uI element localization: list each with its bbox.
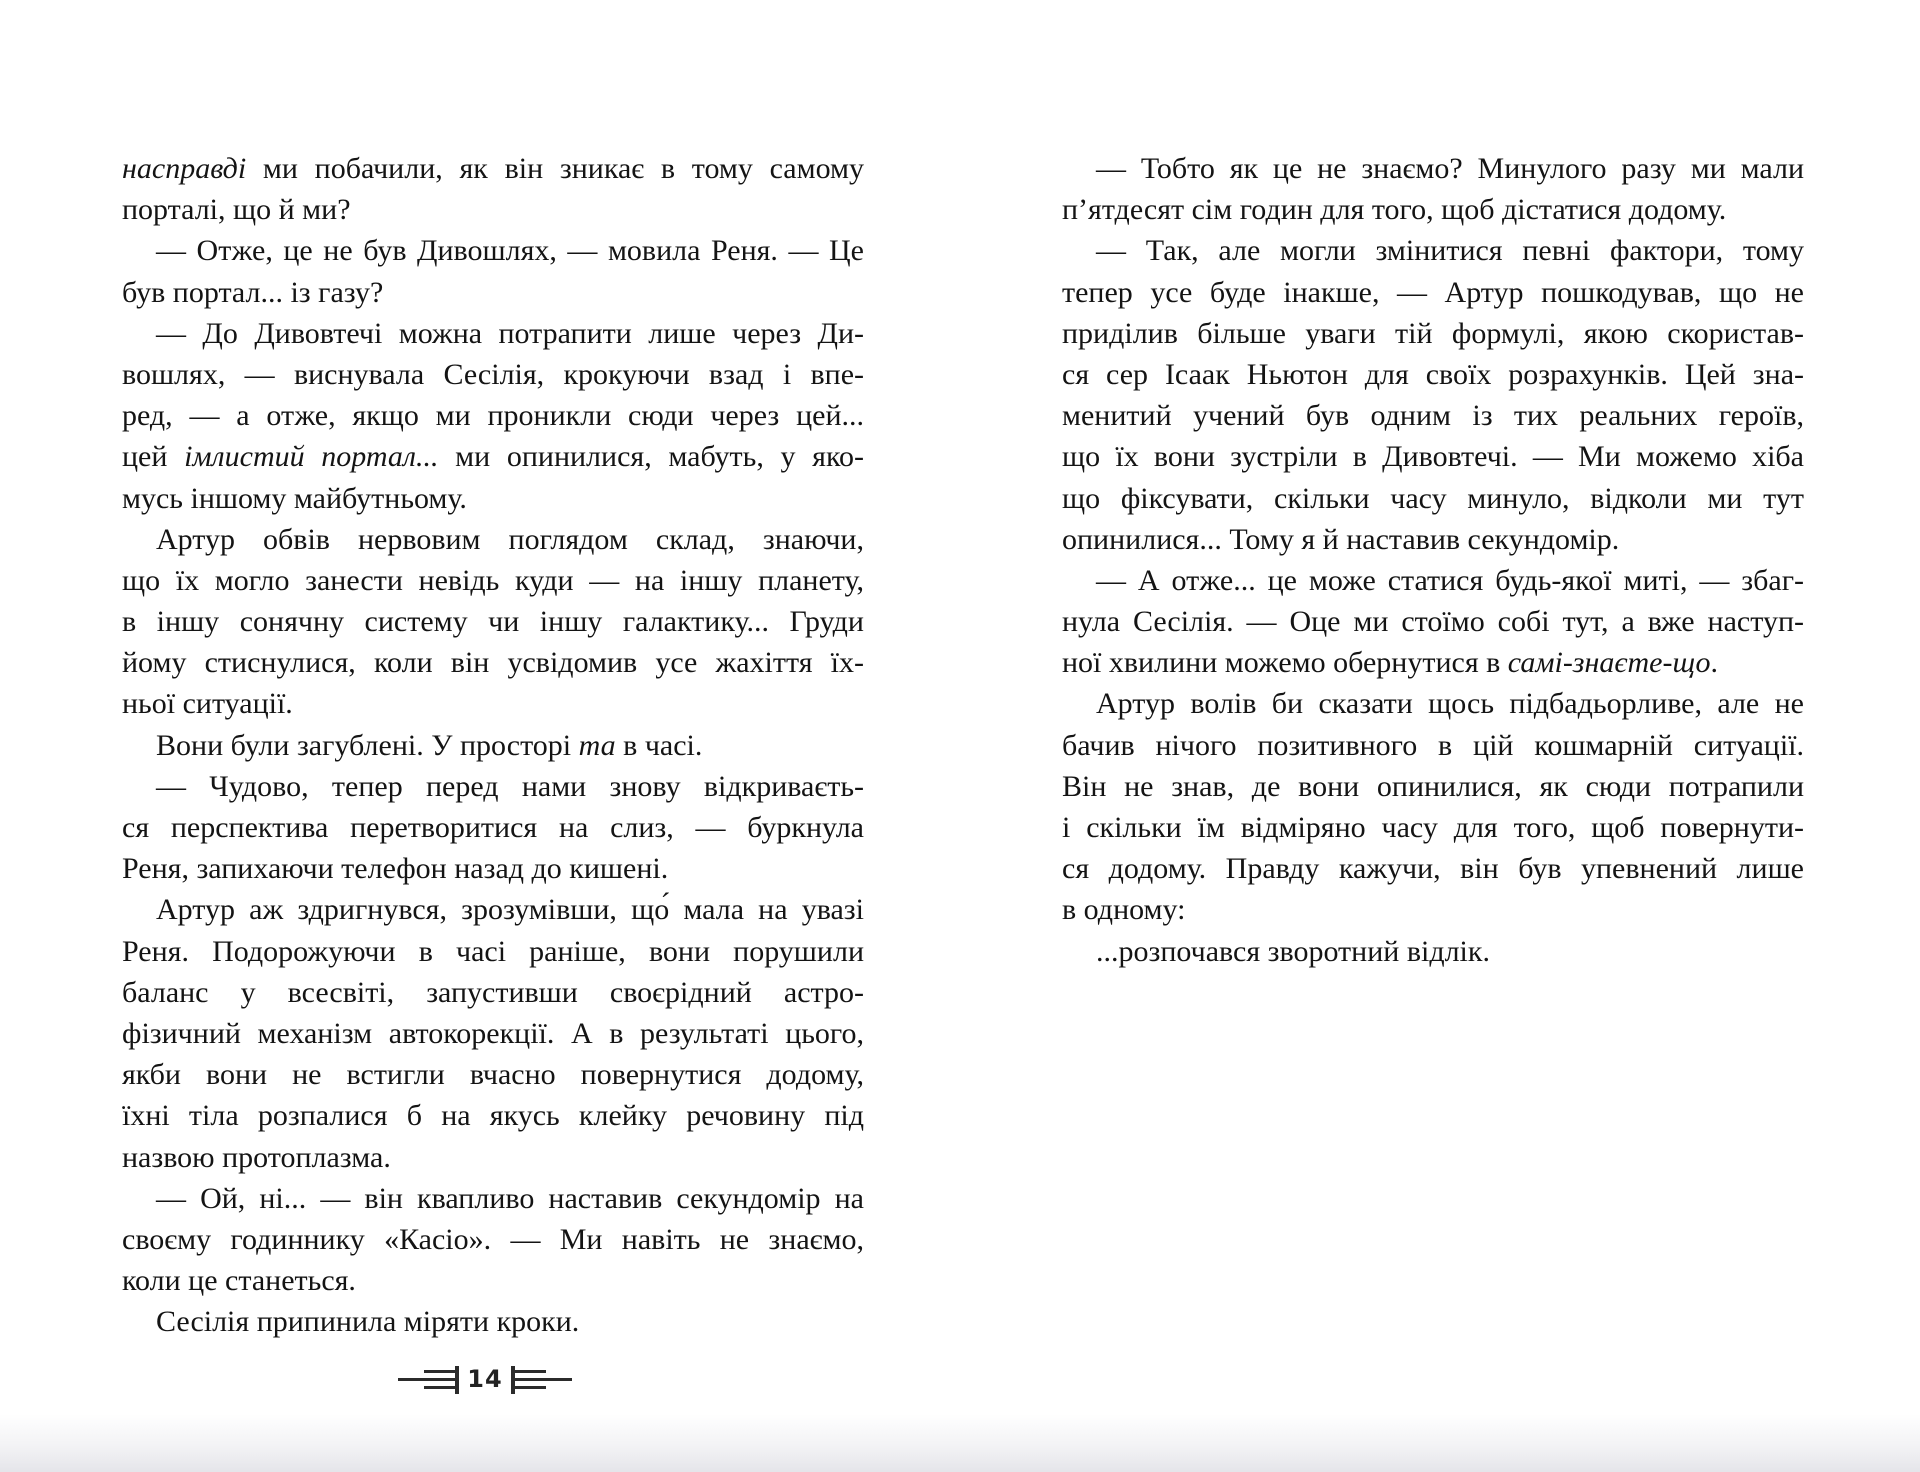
text-line	[122, 1054, 864, 1095]
right-page-text-column	[1062, 148, 1804, 972]
page-number-ornament-left-rule-icon	[398, 1365, 460, 1395]
text-segment: ся додому. Правду кажучи, він був упевнений лише	[1062, 852, 1804, 886]
text-line	[122, 148, 864, 189]
text-segment: ньої ситуації.	[122, 687, 293, 721]
text-segment: нула Сесілія. — Оце ми стоїмо собі тут, а вже наступ-	[1062, 605, 1804, 639]
text-segment: бачив нічого позитивного в цій кошмарній ситуації.	[1062, 728, 1804, 762]
text-segment: своєму годиннику «Касіо». — Ми навіть не знаємо,	[122, 1222, 864, 1256]
text-segment: Артур аж здригнувся, зрозумівши, що́ мала на увазі	[156, 893, 864, 927]
text-segment: — Отже, це не був Дивошлях, — мовила Реня. — Це	[156, 234, 864, 268]
text-line	[1062, 766, 1804, 807]
text-line	[122, 725, 864, 766]
text-segment: що їх вони зустріли в Дивовтечі. — Ми можемо хіба	[1062, 440, 1804, 474]
italic-text-segment: насправді	[122, 152, 247, 185]
text-line	[122, 848, 864, 889]
text-line	[122, 272, 864, 313]
italic-text-segment: імлистий портал...	[184, 440, 439, 474]
page-number-ornament	[397, 1363, 573, 1397]
text-segment: ми опинилися, мабуть, у яко-	[438, 440, 864, 474]
page-number: 14	[467, 1365, 503, 1393]
text-line	[122, 601, 864, 642]
text-line	[1062, 848, 1804, 889]
text-line	[122, 1260, 864, 1301]
text-line	[122, 230, 864, 271]
text-line	[122, 807, 864, 848]
text-line	[122, 354, 864, 395]
text-segment: — Чудово, тепер перед нами знову відкриваєть-	[156, 769, 864, 803]
text-segment: приділив більше уваги тій формулі, якою скористав-	[1062, 316, 1804, 350]
text-segment: Артур волів би сказати щось підбадьорливе, але не	[1096, 687, 1804, 721]
text-segment: цей	[122, 440, 185, 474]
text-segment: йому стиснулися, коли він усвідомив усе жахіття їх-	[122, 646, 864, 680]
text-segment: Сесілія припинила міряти кроки.	[156, 1305, 580, 1339]
text-segment: їхні тіла розпалися б на якусь клейку речовину під	[122, 1099, 864, 1133]
text-line	[122, 189, 864, 230]
text-line	[122, 313, 864, 354]
text-line	[122, 972, 864, 1013]
text-line	[122, 1137, 864, 1178]
text-segment: вошлях, — виснувала Сесілія, крокуючи взад і впе-	[122, 357, 864, 391]
text-segment: в іншу сонячну систему чи іншу галактику... Груди	[122, 605, 864, 639]
text-line	[122, 1301, 864, 1342]
text-line	[122, 436, 864, 477]
text-segment: ся перспектива перетворитися на слиз, — буркнула	[122, 811, 864, 844]
text-segment: назвою протоплазма.	[122, 1140, 391, 1174]
text-line	[1062, 354, 1804, 395]
text-segment: Артур обвів нервовим поглядом склад, знаючи,	[156, 522, 864, 556]
text-segment: фізичний механізм автокорекції. А в результаті цього,	[122, 1016, 864, 1050]
text-line	[122, 889, 864, 930]
italic-text-segment: самі-знаєте-що	[1507, 646, 1711, 680]
text-segment: що їх могло занести невідь куди — на іншу планету,	[122, 563, 864, 597]
text-line	[122, 1095, 864, 1136]
page-bottom-shadow	[0, 1414, 1920, 1472]
text-segment: в одному:	[1062, 893, 1186, 927]
text-line	[122, 1178, 864, 1219]
text-segment: п’ятдесят сім годин для того, щоб дістатися додому.	[1062, 193, 1727, 227]
text-segment: Вони були загублені. У просторі	[156, 728, 579, 762]
text-line	[122, 478, 864, 519]
text-line	[1062, 436, 1804, 477]
text-line	[122, 642, 864, 683]
text-line	[1062, 889, 1804, 930]
text-line	[1062, 189, 1804, 230]
text-segment: мусь іншому майбутньому.	[122, 481, 467, 515]
page-number-ornament-right-rule-icon	[510, 1365, 572, 1395]
text-segment: — Так, але могли змінитися певні фактори, тому	[1096, 234, 1804, 268]
text-segment: ред, — а отже, якщо ми проникли сюди через цей...	[122, 399, 864, 433]
text-line	[122, 560, 864, 601]
text-segment: і скільки їм відміряно часу для того, щоб повернути-	[1062, 811, 1804, 844]
text-segment: опинилися... Тому я й наставив секундомір.	[1062, 522, 1620, 556]
text-line	[122, 931, 864, 972]
text-segment: ної хвилини можемо обернутися в	[1062, 646, 1508, 680]
text-segment: — Ой, ні... — він квапливо наставив секундомір на	[156, 1181, 864, 1215]
text-line	[122, 519, 864, 560]
italic-text-segment: та	[578, 728, 616, 762]
text-line	[1062, 272, 1804, 313]
text-line	[1062, 395, 1804, 436]
text-line	[1062, 807, 1804, 848]
text-line	[1062, 560, 1804, 601]
text-segment: баланс у всесвіті, запустивши своєрідний астро-	[122, 975, 864, 1009]
text-segment: що фіксувати, скільки часу минуло, відколи ми тут	[1062, 481, 1804, 515]
text-line	[1062, 230, 1804, 271]
text-line	[1062, 313, 1804, 354]
text-segment: порталі, що й ми?	[122, 193, 351, 227]
text-segment: тепер усе буде інакше, — Артур пошкодував, що не	[1062, 275, 1804, 309]
text-segment: якби вони не встигли вчасно повернутися додому,	[122, 1058, 864, 1092]
text-segment: — До Дивовтечі можна потрапити лише через Ди-	[156, 316, 864, 350]
text-line	[122, 1013, 864, 1054]
text-segment: ...розпочався зворотний відлік.	[1096, 934, 1490, 968]
left-page-text-column	[122, 148, 864, 1342]
text-segment: був портал... із газу?	[122, 275, 384, 309]
text-segment: — А отже... це може статися будь-якої миті, — збаг-	[1096, 563, 1804, 597]
text-segment: Реня. Подорожуючи в часі раніше, вони порушили	[122, 934, 864, 968]
text-line	[1062, 148, 1804, 189]
text-line	[122, 683, 864, 724]
text-line	[1062, 931, 1804, 972]
text-line	[1062, 725, 1804, 766]
text-line	[122, 766, 864, 807]
text-segment: в часі.	[615, 728, 703, 762]
text-line	[1062, 683, 1804, 724]
text-segment: Він не знав, де вони опинилися, як сюди потрапили	[1062, 769, 1804, 803]
text-segment: Реня, запихаючи телефон назад до кишені.	[122, 852, 669, 886]
text-segment: ми побачили, як він зникає в тому самому	[246, 152, 864, 185]
text-line	[1062, 601, 1804, 642]
text-segment: .	[1710, 646, 1718, 680]
text-line	[1062, 478, 1804, 519]
text-line	[1062, 519, 1804, 560]
text-segment: менитий учений був одним із тих реальних героїв,	[1062, 399, 1804, 433]
text-segment: коли це станеться.	[122, 1264, 356, 1298]
text-line	[122, 395, 864, 436]
text-line	[122, 1219, 864, 1260]
text-segment: — Тобто як це не знаємо? Минулого разу ми мали	[1096, 152, 1804, 185]
text-line	[1062, 642, 1804, 683]
text-segment: ся сер Ісаак Ньютон для своїх розрахунків. Цей зна-	[1062, 357, 1804, 391]
